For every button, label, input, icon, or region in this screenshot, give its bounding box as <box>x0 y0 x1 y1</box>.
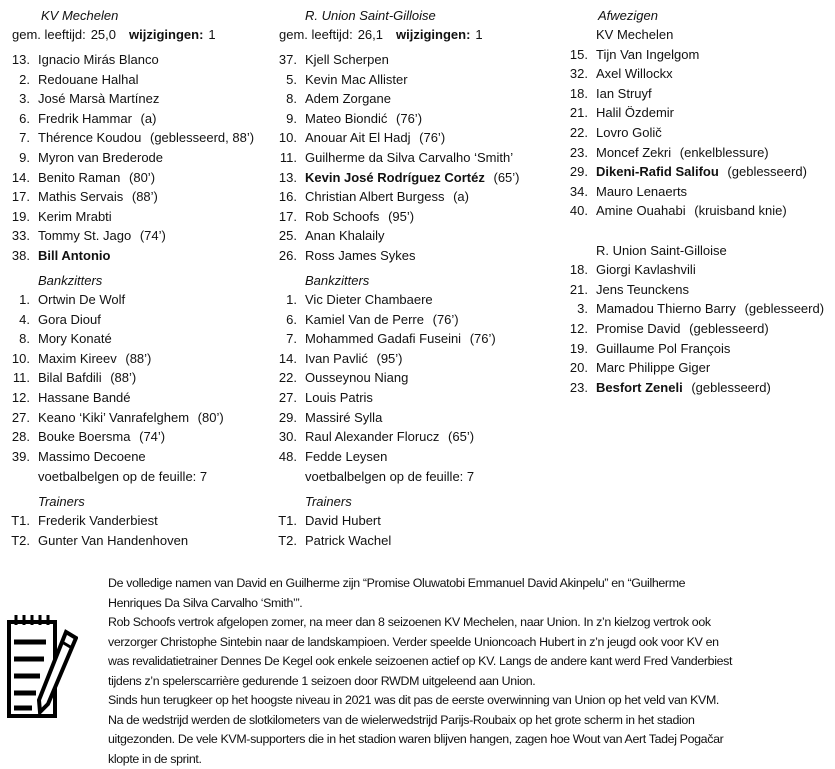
player-number: T1. <box>0 511 30 530</box>
player-name <box>38 148 163 167</box>
player-name-text: Bouke Boersma <box>38 429 131 444</box>
player-name-text: Maxim Kireev <box>38 351 117 366</box>
player-name-text: Ian Struyf <box>596 86 652 101</box>
notes-line: Rob Schoofs vertrok afgelopen zomer, na meer dan 8 seizoenen KV Mechelen, naar Union. In z’n kielzog vertrok ook <box>108 613 732 633</box>
player-number: 37. <box>267 50 297 69</box>
player-number: 26. <box>267 246 297 265</box>
player-note: (95’) <box>377 351 403 366</box>
player-note: (geblesseerd) <box>745 301 825 316</box>
player-name-text: Kevin José Rodríguez Cortéz <box>305 170 485 185</box>
notes-line: verzorger Christophe Sintebin naar de landskampioen. Verder speelde Unioncoach Hubert in z’n jeugd ook voor KV en <box>108 633 732 653</box>
notes-line: Na de wedstrijd werden de slotkilometers van de wielerwedstrijd Parijs-Roubaix op het grote scherm in het stadion <box>108 711 732 731</box>
player-name-text: Rob Schoofs <box>305 209 379 224</box>
player-name-text: Moncef Zekri <box>596 145 671 160</box>
player-note: (kruisband knie) <box>694 203 787 218</box>
player-name <box>596 143 769 162</box>
absent-column <box>558 0 835 400</box>
player-name <box>38 290 125 309</box>
player-name <box>596 64 673 83</box>
player-note: (74’) <box>139 429 165 444</box>
changes-value: 1 <box>475 27 482 42</box>
player-number: 25. <box>267 226 297 245</box>
player-name-text: Promise David <box>596 321 681 336</box>
player-number: 22. <box>558 123 588 142</box>
player-name-text: Ignacio Mirás Blanco <box>38 52 159 67</box>
player-name <box>305 349 403 368</box>
player-number: 7. <box>267 329 297 348</box>
player-note: (a) <box>453 189 469 204</box>
player-note: (geblesseerd) <box>689 321 769 336</box>
age-label: gem. leeftijd: <box>279 27 353 42</box>
belgians-count: voetbalbelgen op de feuille: 7 <box>38 467 207 486</box>
player-name-text: Mory Konaté <box>38 331 112 346</box>
player-name <box>38 511 158 530</box>
absent-team-name: KV Mechelen <box>596 25 673 44</box>
player-name-text: Adem Zorgane <box>305 91 391 106</box>
player-name <box>596 45 699 64</box>
player-name-text: Kjell Scherpen <box>305 52 389 67</box>
player-name <box>38 349 151 368</box>
player-number: 18. <box>558 84 588 103</box>
notes-line: uitgezonden. De vele KVM-supporters die in het stadion waren blijven hangen, zagen hoe Wout van Aert Tadej Pogačar <box>108 730 732 750</box>
player-number: 9. <box>0 148 30 167</box>
player-name <box>38 207 112 226</box>
team-name: R. Union Saint-Gilloise <box>305 6 436 25</box>
player-name <box>38 531 188 550</box>
player-name-text: Mohammed Gadafi Fuseini <box>305 331 461 346</box>
player-name <box>305 109 422 128</box>
player-number: 8. <box>267 89 297 108</box>
player-name-text: Myron van Brederode <box>38 150 163 165</box>
player-name-text: Kamiel Van de Perre <box>305 312 424 327</box>
player-name <box>38 408 224 427</box>
player-name-text: Guillaume Pol François <box>596 341 730 356</box>
player-number: 17. <box>267 207 297 226</box>
player-name <box>38 427 165 446</box>
player-name <box>305 187 469 206</box>
player-note: (geblesseerd) <box>727 164 807 179</box>
player-number: 29. <box>558 162 588 181</box>
player-name <box>38 50 159 69</box>
player-number: 10. <box>267 128 297 147</box>
player-name <box>596 339 730 358</box>
player-number: 14. <box>267 349 297 368</box>
player-name <box>596 123 662 142</box>
player-number: 32. <box>558 64 588 83</box>
player-name <box>38 368 136 387</box>
belgians-count: voetbalbelgen op de feuille: 7 <box>305 467 474 486</box>
player-number: 14. <box>0 168 30 187</box>
player-name <box>38 246 110 265</box>
player-number: 6. <box>267 310 297 329</box>
age-value: 25,0 <box>91 27 116 42</box>
player-note: (76’) <box>470 331 496 346</box>
player-number: 2. <box>0 70 30 89</box>
player-name <box>305 368 408 387</box>
player-number: 21. <box>558 280 588 299</box>
player-note: (65’) <box>494 170 520 185</box>
player-number: 1. <box>0 290 30 309</box>
player-name-text: Patrick Wachel <box>305 533 391 548</box>
player-name-text: Massimo Decoene <box>38 449 146 464</box>
player-name <box>596 162 807 181</box>
player-name-text: Mateo Biondić <box>305 111 387 126</box>
player-name-text: Jens Teunckens <box>596 282 689 297</box>
player-name-text: Mathis Servais <box>38 189 123 204</box>
player-name-text: Vic Dieter Chambaere <box>305 292 433 307</box>
player-name <box>38 187 158 206</box>
player-number: 18. <box>558 260 588 279</box>
player-name-text: Massiré Sylla <box>305 410 382 425</box>
player-number: 11. <box>267 148 297 167</box>
player-number: 9. <box>267 109 297 128</box>
player-number: 29. <box>267 408 297 427</box>
player-name <box>305 388 373 407</box>
player-note: (88’) <box>110 370 136 385</box>
player-name-text: Gora Diouf <box>38 312 101 327</box>
player-name-text: Tijn Van Ingelgom <box>596 47 699 62</box>
player-name-text: Anouar Ait El Hadj <box>305 130 411 145</box>
player-number: 3. <box>0 89 30 108</box>
player-number: 8. <box>0 329 30 348</box>
player-name-text: Dikeni-Rafid Salifou <box>596 164 719 179</box>
player-note: (76’) <box>396 111 422 126</box>
player-name <box>596 358 710 377</box>
player-name-text: Anan Khalaily <box>305 228 385 243</box>
player-name <box>596 84 652 103</box>
team-stats <box>12 25 216 44</box>
player-number: 7. <box>0 128 30 147</box>
player-number: 4. <box>0 310 30 329</box>
notes-line: was revalidatietrainer Dennes De Kegel ook enkele seizoenen actief op KV. Langs de andere kant werd Fred Vanderbiest <box>108 652 732 672</box>
player-name-text: Halil Özdemir <box>596 105 674 120</box>
player-number: 6. <box>0 109 30 128</box>
player-name <box>596 103 674 122</box>
player-name <box>305 329 496 348</box>
player-number: 39. <box>0 447 30 466</box>
player-note: (80’) <box>129 170 155 185</box>
player-number: 23. <box>558 378 588 397</box>
player-number: 12. <box>558 319 588 338</box>
absent-team-name: R. Union Saint-Gilloise <box>596 241 727 260</box>
notes-line: tijdens z’n spelerscarrière gedurende 1 seizoen door RWDM uitgeleend aan Union. <box>108 672 732 692</box>
changes-label: wijzigingen: <box>396 27 470 42</box>
player-name-text: Ross James Sykes <box>305 248 416 263</box>
player-name <box>38 128 254 147</box>
player-name-text: Tommy St. Jago <box>38 228 131 243</box>
player-number: 12. <box>0 388 30 407</box>
team-stats <box>279 25 483 44</box>
player-number: 27. <box>267 388 297 407</box>
trainers-heading: Trainers <box>38 492 85 511</box>
player-name <box>596 260 696 279</box>
player-name <box>38 70 138 89</box>
player-name-text: Louis Patris <box>305 390 373 405</box>
player-name-text: Bilal Bafdili <box>38 370 102 385</box>
player-name <box>38 168 155 187</box>
player-name-text: Besfort Zeneli <box>596 380 683 395</box>
player-name-text: Kerim Mrabti <box>38 209 112 224</box>
player-name <box>38 89 159 108</box>
player-name-text: Hassane Bandé <box>38 390 131 405</box>
player-name-text: Christian Albert Burgess <box>305 189 444 204</box>
player-name-text: Fedde Leysen <box>305 449 387 464</box>
player-note: (88’) <box>125 351 151 366</box>
age-label: gem. leeftijd: <box>12 27 86 42</box>
player-note: (76’) <box>419 130 445 145</box>
player-name-text: Redouane Halhal <box>38 72 138 87</box>
player-number: 20. <box>558 358 588 377</box>
player-number: T2. <box>0 531 30 550</box>
changes-label: wijzigingen: <box>129 27 203 42</box>
player-note: (65’) <box>448 429 474 444</box>
player-name-text: Kevin Mac Allister <box>305 72 408 87</box>
player-name <box>305 148 513 167</box>
player-number: 13. <box>0 50 30 69</box>
player-name-text: Amine Ouahabi <box>596 203 686 218</box>
player-number: 11. <box>0 368 30 387</box>
player-name-text: Giorgi Kavlashvili <box>596 262 696 277</box>
player-name <box>596 299 824 318</box>
player-note: (95’) <box>388 209 414 224</box>
team-column-kvm <box>0 0 290 560</box>
player-name <box>305 290 433 309</box>
player-name <box>305 50 389 69</box>
player-name-text: Marc Philippe Giger <box>596 360 710 375</box>
player-name <box>305 128 445 147</box>
absent-heading: Afwezigen <box>598 6 658 25</box>
player-name <box>38 226 166 245</box>
notes-line: De volledige namen van David en Guilherme zijn “Promise Oluwatobi Emmanuel David Akinpelu” en “Guilherme <box>108 574 732 594</box>
age-value: 26,1 <box>358 27 383 42</box>
player-name <box>38 329 112 348</box>
player-number: 33. <box>0 226 30 245</box>
player-number: 5. <box>267 70 297 89</box>
player-name-text: Ortwin De Wolf <box>38 292 125 307</box>
player-note: (geblesseerd) <box>691 380 771 395</box>
player-number: 15. <box>558 45 588 64</box>
player-name <box>305 447 387 466</box>
player-name <box>305 531 391 550</box>
player-name <box>38 310 101 329</box>
player-name-text: Thérence Koudou <box>38 130 141 145</box>
player-name-text: Lovro Golič <box>596 125 662 140</box>
player-number: T1. <box>267 511 297 530</box>
changes-value: 1 <box>208 27 215 42</box>
player-number: 23. <box>558 143 588 162</box>
player-name-text: Raul Alexander Florucz <box>305 429 439 444</box>
player-number: 16. <box>267 187 297 206</box>
player-number: T2. <box>267 531 297 550</box>
player-name-text: Guilherme da Silva Carvalho ‘Smith’ <box>305 150 513 165</box>
player-note: (a) <box>141 111 157 126</box>
player-number: 17. <box>0 187 30 206</box>
player-name-text: David Hubert <box>305 513 381 528</box>
notes-line: Sinds hun terugkeer op het hoogste niveau in 2021 was dit pas de eerste overwinning van Union op het veld van KVM. <box>108 691 732 711</box>
player-name-text: Axel Willockx <box>596 66 673 81</box>
player-name <box>305 207 414 226</box>
player-note: (76’) <box>433 312 459 327</box>
player-name <box>596 201 787 220</box>
player-number: 34. <box>558 182 588 201</box>
player-name <box>596 182 687 201</box>
player-name <box>305 226 385 245</box>
player-name <box>596 319 769 338</box>
player-name <box>305 89 391 108</box>
player-name-text: Frederik Vanderbiest <box>38 513 158 528</box>
player-name <box>305 168 520 187</box>
player-name-text: Ivan Pavlić <box>305 351 368 366</box>
notes-line: klopte in de sprint. <box>108 750 732 769</box>
player-name <box>305 246 416 265</box>
player-name-text: Benito Raman <box>38 170 120 185</box>
team-name: KV Mechelen <box>41 6 118 25</box>
player-name-text: Keano ‘Kiki’ Vanrafelghem <box>38 410 189 425</box>
player-name-text: Fredrik Hammar <box>38 111 132 126</box>
trainers-heading: Trainers <box>305 492 352 511</box>
player-note: (geblesseerd, 88’) <box>150 130 254 145</box>
player-name <box>38 388 131 407</box>
player-number: 27. <box>0 408 30 427</box>
player-number: 19. <box>0 207 30 226</box>
player-name-text: Mamadou Thierno Barry <box>596 301 736 316</box>
notes-line: Henriques Da Silva Carvalho ‘Smith’”. <box>108 594 732 614</box>
player-number: 30. <box>267 427 297 446</box>
player-number: 22. <box>267 368 297 387</box>
player-name-text: Bill Antonio <box>38 248 110 263</box>
notes-paragraph <box>108 574 732 769</box>
player-name-text: Ousseynou Niang <box>305 370 408 385</box>
player-number: 19. <box>558 339 588 358</box>
player-number: 3. <box>558 299 588 318</box>
player-name <box>596 378 771 397</box>
player-number: 21. <box>558 103 588 122</box>
player-note: (80’) <box>198 410 224 425</box>
player-name <box>305 427 474 446</box>
player-name-text: Mauro Lenaerts <box>596 184 687 199</box>
player-number: 13. <box>267 168 297 187</box>
player-name-text: José Marsà Martínez <box>38 91 159 106</box>
player-number: 1. <box>267 290 297 309</box>
player-note: (enkelblessure) <box>680 145 769 160</box>
bench-heading: Bankzitters <box>38 271 102 290</box>
player-name <box>38 447 146 466</box>
player-name <box>305 310 459 329</box>
player-number: 10. <box>0 349 30 368</box>
team-column-union <box>267 0 557 560</box>
player-name <box>305 408 382 427</box>
player-note: (74’) <box>140 228 166 243</box>
player-name-text: Gunter Van Handenhoven <box>38 533 188 548</box>
player-number: 40. <box>558 201 588 220</box>
player-number: 38. <box>0 246 30 265</box>
player-name <box>596 280 689 299</box>
player-name <box>305 511 381 530</box>
player-number: 28. <box>0 427 30 446</box>
player-number: 48. <box>267 447 297 466</box>
player-name <box>305 70 408 89</box>
bench-heading: Bankzitters <box>305 271 369 290</box>
notepad-pen-icon <box>6 612 78 725</box>
player-name <box>38 109 156 128</box>
player-note: (88’) <box>132 189 158 204</box>
